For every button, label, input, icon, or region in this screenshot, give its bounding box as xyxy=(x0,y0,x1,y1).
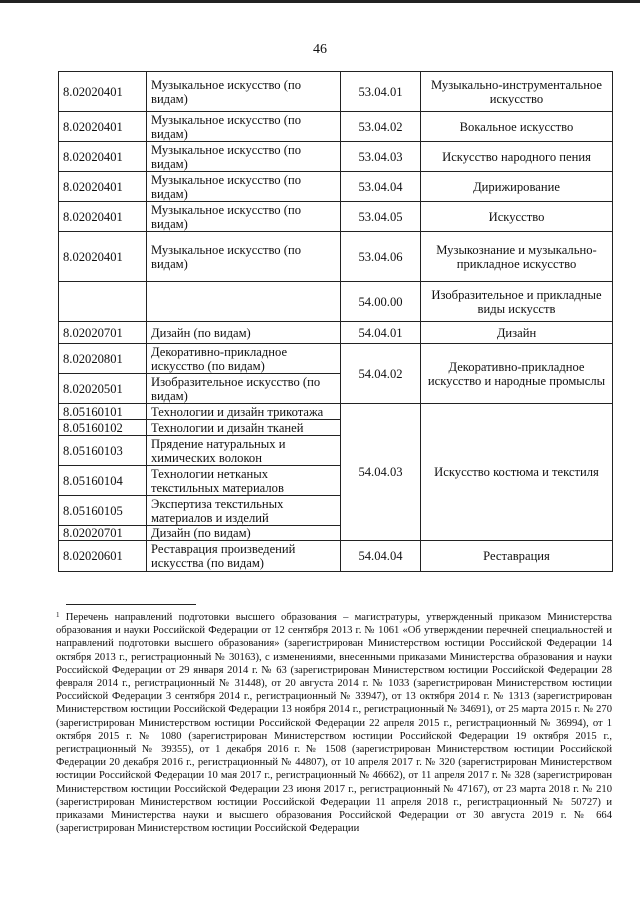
specialty-code: 54.04.01 xyxy=(341,322,421,344)
table-row xyxy=(59,172,613,202)
program-name: Музыкальное искусство (по видам) xyxy=(147,142,341,172)
table-row xyxy=(59,202,613,232)
program-code: 8.02020401 xyxy=(59,72,147,112)
specialties-table xyxy=(58,71,613,572)
specialty-name: Дизайн xyxy=(421,322,613,344)
program-name xyxy=(147,282,341,322)
program-name: Музыкальное искусство (по видам) xyxy=(147,112,341,142)
specialty-code: 53.04.05 xyxy=(341,202,421,232)
program-code: 8.05160102 xyxy=(59,420,147,436)
specialty-name: Искусство xyxy=(421,202,613,232)
program-code: 8.02020401 xyxy=(59,142,147,172)
program-name: Дизайн (по видам) xyxy=(147,526,341,541)
footnote-text: Перечень направлений подготовки высшего образования – магистратуры, утвержденный приказом Министерства образования и науки Российской Федерации от 12 сентября 2013 г. № 1061 «Об утверждении перечней специальностей и направлений подготовки высшего образования» (зарегистрирован Министерством юстиции Российской Федерации 14 октября 2013 г., регистрационный № 30163), с изменениями, внесенными приказами Министерства образования и науки Российской Федерации от 29 января 2014 г. № 63 (зарегистрирован Министерством юстиции Российской Федерации 28 февраля 2014 г., регистрационный № 31448), от 20 августа 2014 г. № 1033 (зарегистрирован Министерством юстиции Российской Федерации 3 сентября 2014 г., регистрационный № 33947), от 13 октября 2014 г. № 1313 (зарегистрирован Министерством юстиции Российской Федерации 13 ноября 2014 г., регистрационный № 34691), от 25 марта 2015 г. № 270 (зарегистрирован Министерством юстиции Российской Федерации 22 апреля 2015 г., регистрационный № 36994), от 1 октября 2015 г. № 1080 (зарегистрирован Министерством юстиции Российской Федерации 19 октября 2015 г., регистрационный № 39355), от 1 декабря 2016 г. № 1508 (зарегистрирован Министерством юстиции Российской Федерации 20 декабря 2016 г., регистрационный № 44807), от 10 апреля 2017 г. № 320 (зарегистрирован Министерством юстиции Российской Федерации 10 мая 2017 г., регистрационный № 46662), от 11 апреля 2017 г. № 328 (зарегистрирован Министерством юстиции Российской Федерации 23 июня 2017 г., регистрационный № 47167), от 23 марта 2018 г. № 210 (зарегистрирован Министерством юстиции Российской Федерации 11 апреля 2018 г., регистрационный № 50727) и приказами Министерства науки и высшего образования Российской Федерации от 30 августа 2019 г. № 664 (зарегистрирован Министерством юстиции Российской Федерации xyxy=(56,612,612,835)
program-code: 8.02020501 xyxy=(59,374,147,404)
specialty-code: 54.04.02 xyxy=(341,344,421,404)
program-code: 8.02020701 xyxy=(59,526,147,541)
specialty-code: 53.04.04 xyxy=(341,172,421,202)
table-row xyxy=(59,232,613,282)
specialty-name: Дирижирование xyxy=(421,172,613,202)
specialty-name: Реставрация xyxy=(421,541,613,572)
table-row xyxy=(59,541,613,572)
table-row-group-header xyxy=(59,282,613,322)
specialty-name: Искусство костюма и текстиля xyxy=(421,404,613,541)
program-code: 8.02020401 xyxy=(59,232,147,282)
table-row xyxy=(59,322,613,344)
program-code: 8.02020401 xyxy=(59,172,147,202)
program-name: Технологии и дизайн тканей xyxy=(147,420,341,436)
specialty-code: 53.04.01 xyxy=(341,72,421,112)
program-name: Музыкальное искусство (по видам) xyxy=(147,172,341,202)
specialty-code: 53.04.06 xyxy=(341,232,421,282)
program-code: 8.02020801 xyxy=(59,344,147,374)
specialty-code: 54.00.00 xyxy=(341,282,421,322)
program-code: 8.05160105 xyxy=(59,496,147,526)
program-code: 8.02020401 xyxy=(59,112,147,142)
footnote-separator xyxy=(66,604,196,605)
footnote-marker: 1 xyxy=(56,611,60,619)
specialty-code: 54.04.04 xyxy=(341,541,421,572)
page-number: 46 xyxy=(313,42,327,57)
program-code: 8.05160103 xyxy=(59,436,147,466)
footnote xyxy=(56,611,612,835)
program-name: Изобразительное искусство (по видам) xyxy=(147,374,341,404)
specialty-name: Вокальное искусство xyxy=(421,112,613,142)
specialty-name: Музыкально-инструментальное искусство xyxy=(421,72,613,112)
table-row xyxy=(59,112,613,142)
table-row xyxy=(59,72,613,112)
specialty-name: Искусство народного пения xyxy=(421,142,613,172)
program-code: 8.05160101 xyxy=(59,404,147,420)
program-code: 8.02020401 xyxy=(59,202,147,232)
program-code xyxy=(59,282,147,322)
program-name: Музыкальное искусство (по видам) xyxy=(147,202,341,232)
specialty-code: 53.04.03 xyxy=(341,142,421,172)
program-name: Декоративно-прикладное искусство (по видам) xyxy=(147,344,341,374)
specialty-name: Декоративно-прикладное искусство и народные промыслы xyxy=(421,344,613,404)
scan-top-edge xyxy=(0,0,640,3)
table-row xyxy=(59,404,613,420)
program-code: 8.05160104 xyxy=(59,466,147,496)
program-name: Прядение натуральных и химических волокон xyxy=(147,436,341,466)
program-name: Музыкальное искусство (по видам) xyxy=(147,72,341,112)
program-name: Музыкальное искусство (по видам) xyxy=(147,232,341,282)
specialty-code: 53.04.02 xyxy=(341,112,421,142)
table-row xyxy=(59,344,613,374)
specialty-code: 54.04.03 xyxy=(341,404,421,541)
specialty-name: Изобразительное и прикладные виды искусств xyxy=(421,282,613,322)
program-code: 8.02020601 xyxy=(59,541,147,572)
program-name: Экспертиза текстильных материалов и изделий xyxy=(147,496,341,526)
table-row xyxy=(59,142,613,172)
program-name: Дизайн (по видам) xyxy=(147,322,341,344)
program-code: 8.02020701 xyxy=(59,322,147,344)
program-name: Технологии нетканых текстильных материалов xyxy=(147,466,341,496)
specialty-name: Музыкознание и музыкально-прикладное искусство xyxy=(421,232,613,282)
program-name: Реставрация произведений искусства (по видам) xyxy=(147,541,341,572)
program-name: Технологии и дизайн трикотажа xyxy=(147,404,341,420)
